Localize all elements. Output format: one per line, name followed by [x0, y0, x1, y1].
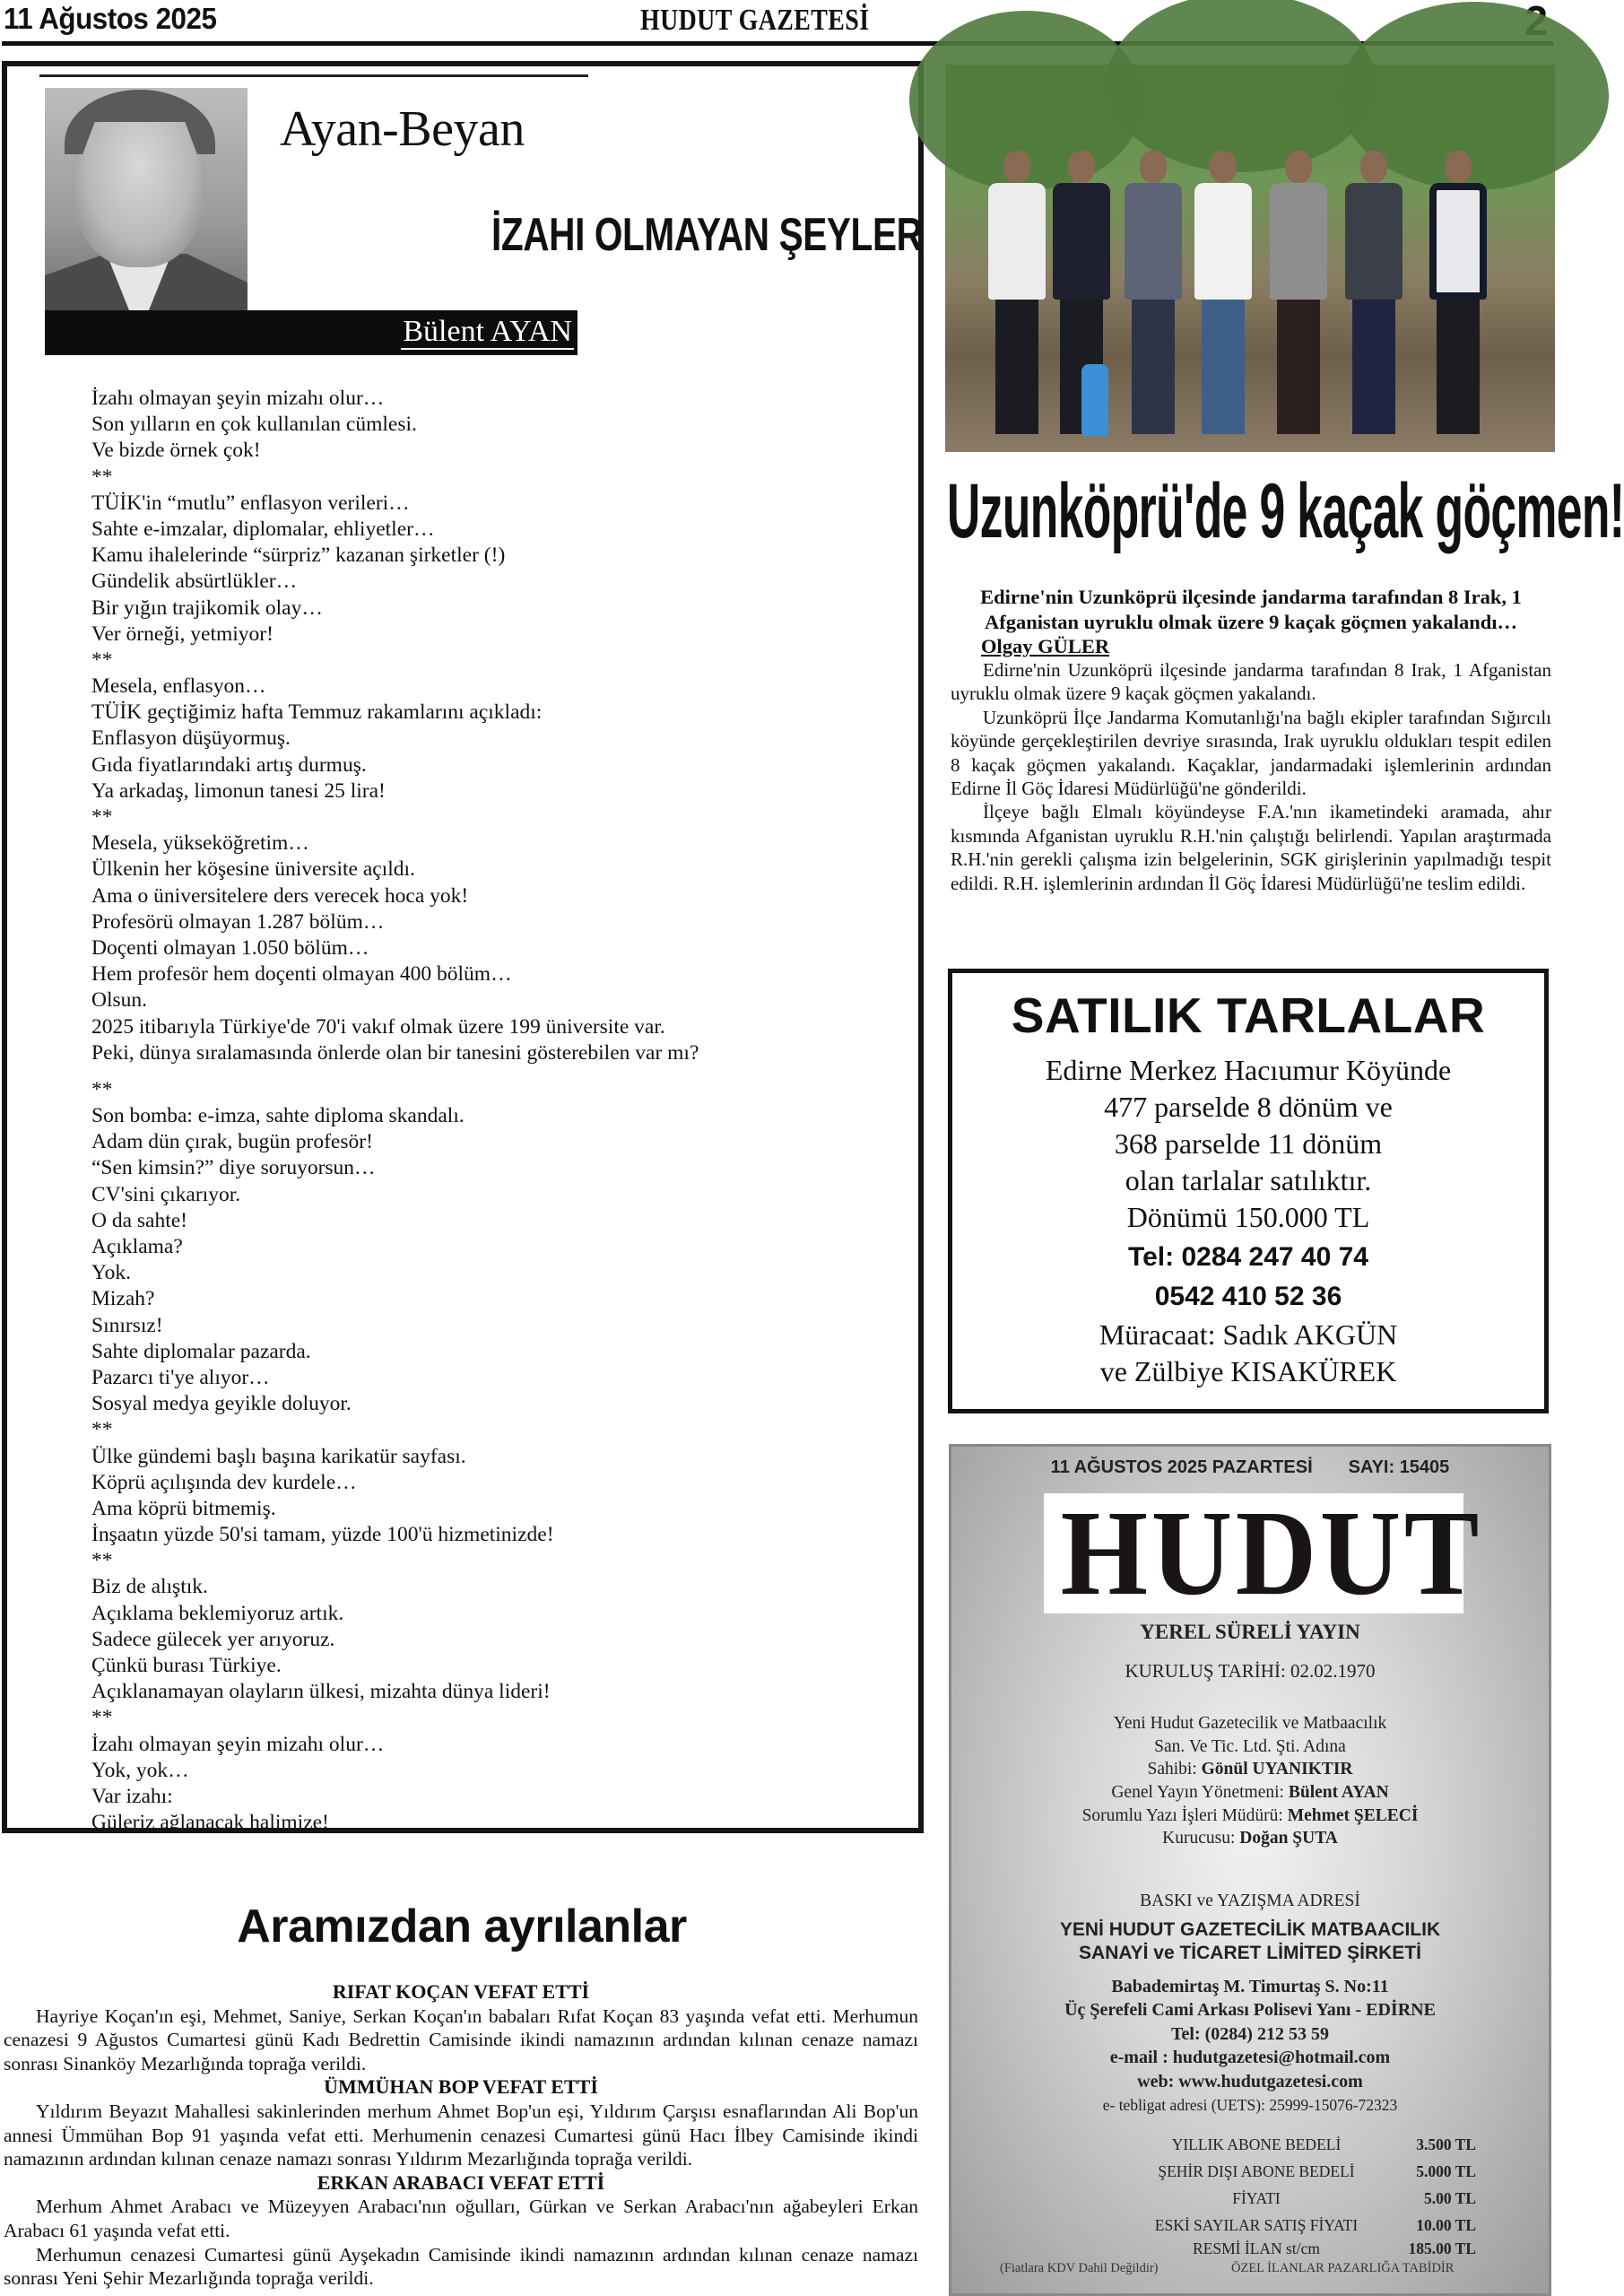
staff-role: Genel Yayın Yönetmeni:: [1111, 1782, 1284, 1802]
column-line: Ama o üniversitelere ders verecek hoca yok!: [91, 883, 469, 908]
news-paragraph: İlçeye bağlı Elmalı köyündeyse F.A.'nın ikametindeki aramada, ahır kısmında Afganistan uyruklu R.H.'nin çalıştığı belirlendi. Yapılan araştırmada R.H.'nin gerekli çalışma izin belgelerinin, SGK girişlerinin yapılmadığı tespit edildi. R.H. işlemlerinin ardından İl Göç İdaresi Müdürlüğü'ne teslim edildi.: [951, 801, 1551, 894]
column-line: Biz de alıştık.: [91, 1575, 208, 1599]
column-line: Adam dün çırak, bugün profesör!: [91, 1130, 373, 1154]
column-line: Mesela, enflasyon…: [91, 674, 266, 699]
staff-role: Sahibi:: [1147, 1760, 1197, 1779]
column-body: [91, 386, 881, 1836]
price-row: [1059, 2189, 1561, 2208]
column-line: İnşaatın yüzde 50'si tamam, yüzde 100'ü hizmetinizde!: [91, 1523, 554, 1547]
column-name: Ayan-Beyan: [280, 101, 525, 157]
news-lead: Edirne'nin Uzunköprü ilçesinde jandarma tarafından 8 Irak, 1 Afganistan uyruklu olmak üzere 9 kaçak göçmen yakalandı…: [980, 586, 1522, 633]
ad-phones: [952, 1238, 1544, 1317]
staff-row: [951, 1827, 1549, 1850]
column-line: Gıda fiyatlarındaki artış durmuş.: [91, 752, 367, 777]
obituary-heading: ÜMMÜHAN BOP VEFAT ETTİ: [324, 2075, 598, 2099]
ad-line: Dönümü 150.000 TL: [1126, 1201, 1370, 1233]
price-label: YILLIK ABONE BEDELİ: [1171, 2135, 1342, 2153]
news-paragraph: Edirne'nin Uzunköprü ilçesinde jandarma tarafından 8 Irak, 1 Afganistan uyruklu olmak üzere 9 kaçak göçmen yakalandı.: [951, 659, 1551, 705]
ads-note: ÖZEL İLANLAR PAZARLIĞA TABİDİR: [1231, 2261, 1455, 2275]
column-line: Gündelik absürtlükler…: [91, 570, 298, 594]
column-line: TÜİK geçtiğimiz hafta Temmuz rakamlarını açıkladı:: [91, 700, 543, 725]
imprint-date: 11 AĞUSTOS 2025 PAZARTESİ: [1050, 1457, 1313, 1477]
section-separator: **: [91, 1077, 113, 1101]
column-line: Sadece gülecek yer arıyoruz.: [91, 1627, 335, 1651]
ad-phone: Tel: 0284 247 40 74: [1128, 1242, 1368, 1272]
price-value: 3.500 TL: [1416, 2135, 1476, 2153]
column-line: Yok, yok…: [91, 1758, 189, 1782]
newspaper-name: HUDUT GAZETESİ: [640, 4, 870, 37]
column-line: Sahte e-imzalar, diplomalar, ehliyetler…: [91, 517, 435, 541]
section-separator: **: [91, 648, 113, 672]
staff-role: Kurucusu:: [1162, 1829, 1236, 1848]
column-line: Çünkü burası Türkiye.: [91, 1654, 282, 1677]
column-line: Sınırsız!: [91, 1313, 163, 1337]
price-value: 10.00 TL: [1416, 2216, 1476, 2234]
column-line: Doçenti olmayan 1.050 bölüm…: [91, 935, 369, 960]
column-line: Profesörü olmayan 1.287 bölüm…: [91, 909, 385, 934]
column-line: Açıklama?: [91, 1235, 183, 1258]
address-heading: BASKI ve YAZIŞMA ADRESİ: [1140, 1892, 1360, 1910]
ad-line: 368 parselde 11 dönüm: [1114, 1127, 1383, 1160]
staff-name: Doğan ŞUTA: [1239, 1829, 1338, 1848]
price-value: 185.00 TL: [1408, 2239, 1476, 2257]
address-line: Tel: (0284) 212 53 59: [1171, 2023, 1329, 2044]
column-line: Sosyal medya geyikle doluyor.: [91, 1392, 352, 1416]
column-line: TÜİK'in “mutlu” enflasyon verileri…: [91, 491, 410, 515]
price-value: 5.00 TL: [1423, 2189, 1476, 2207]
section-separator: **: [91, 1706, 113, 1730]
column-line: Güleriz ağlanacak halimize!: [91, 1811, 329, 1835]
imprint-company-full: [951, 1918, 1549, 1965]
imprint-box: [949, 1444, 1551, 2296]
imprint-issue: SAYI: 15405: [1348, 1457, 1450, 1477]
news-author: Olgay GÜLER: [981, 635, 1110, 657]
ad-description: [952, 1052, 1544, 1236]
price-row: [1059, 2162, 1561, 2181]
obituary-text: Merhumun cenazesi Cumartesi günü Ayşekadın Camisinde ikindi namazının ardından kılınan cenaze namazı sonrası Yeni Şehir Mezarlığında toprağa verildi.: [4, 2243, 918, 2290]
column-line: CV'sini çıkarıyor.: [91, 1182, 241, 1206]
price-value: 5.000 TL: [1416, 2162, 1476, 2180]
ad-line: 477 parselde 8 dönüm ve: [1104, 1091, 1393, 1123]
staff-row: [951, 1781, 1549, 1805]
column-line: Mizah?: [91, 1287, 155, 1311]
news-headline: Uzunköprü'de 9 kaçak göçmen!: [947, 468, 1624, 554]
byline-bar: [45, 310, 578, 355]
obituary-heading: ERKAN ARABACI VEFAT ETTİ: [317, 2170, 605, 2194]
section-separator: **: [91, 1418, 113, 1442]
price-row: [1059, 2216, 1561, 2235]
hudut-logo: [1044, 1486, 1482, 1621]
column-line: Pazarcı ti'ye alıyor…: [91, 1365, 270, 1389]
column-line: Ülke gündemi başlı başına karikatür sayfası.: [91, 1444, 466, 1468]
company-full-line: YENİ HUDUT GAZETECİLİK MATBAACILIK: [1059, 1919, 1441, 1940]
column-line: Kamu ihalelerinde “sürpriz” kazanan şirketler (!): [91, 544, 506, 568]
price-label: RESMİ İLAN st/cm: [1193, 2239, 1320, 2257]
address-line: e-mail : hudutgazetesi@hotmail.com: [1109, 2048, 1391, 2068]
column-line: Bir yığın trajikomik olay…: [91, 596, 323, 620]
obituary-heading: RIFAT KOÇAN VEFAT ETTİ: [332, 1980, 590, 2003]
price-row: [1059, 2239, 1561, 2258]
obituary-text: Merhum Ahmet Arabacı ve Müzeyyen Arabacı'nın oğulları, Gürkan ve Serkan Arabacı'nın ağabeyleri Erkan Arabacı 61 yaşında vefat etti.: [4, 2196, 918, 2241]
column-line: Ve bizde örnek çok!: [91, 439, 261, 463]
column-line: Ver örneği, yetmiyor!: [91, 622, 274, 646]
water-bottle-icon: [1081, 364, 1108, 436]
vat-note: (Fiatlara KDV Dahil Değildir): [1000, 2261, 1159, 2275]
ad-line: Edirne Merkez Hacıumur Köyünde: [1045, 1054, 1452, 1086]
uets-address: e- tebligat adresi (UETS): 25999-15076-72323: [1102, 2096, 1398, 2114]
column-line: Hem profesör hem doçenti olmayan 400 bölüm…: [91, 962, 512, 987]
staff-row: [951, 1758, 1549, 1781]
imprint-address: [951, 1975, 1549, 2093]
staff-name: Mehmet ŞELECİ: [1287, 1805, 1419, 1825]
paragraph-gap: [91, 1066, 881, 1077]
column-line: 2025 itibarıyla Türkiye'de 70'i vakıf olmak üzere 199 üniversite var.: [91, 1014, 665, 1039]
staff-name: Bülent AYAN: [1288, 1782, 1389, 1802]
issue-date: 11 Ağustos 2025: [4, 2, 217, 35]
column-line: O da sahte!: [91, 1208, 188, 1232]
staff-role: Sorumlu Yazı İşleri Müdürü:: [1081, 1805, 1283, 1825]
column-line: Var izahı:: [91, 1784, 173, 1808]
ad-phone: 0542 410 52 36: [1154, 1282, 1342, 1311]
price-label: ŞEHİR DIŞI ABONE BEDELİ: [1158, 2162, 1355, 2180]
address-line: Üç Şerefeli Cami Arkası Polisevi Yanı - EDİRNE: [1064, 2000, 1436, 2021]
imprint-staff: [951, 1758, 1549, 1850]
column-line: Son yılların en çok kullanılan cümlesi.: [91, 413, 417, 437]
obituary-text: Hayriye Koçan'ın eşi, Mehmet, Saniye, Serkan Koçan'ın babaları Rıfat Koçan 83 yaşında vefat etti. Merhumun cenazesi 9 Ağustos Cumartesi günü Kadı Bedrettin Camisinde ikindi namazının ardından kılınan cenaze namazı sonrası Sinanköy Mezarlığında toprağa verildi.: [4, 2005, 918, 2074]
ad-contact-line: Müracaat: Sadık AKGÜN: [1099, 1318, 1398, 1351]
logo-text: HUDUT: [1060, 1486, 1482, 1621]
imprint-top-line: [951, 1457, 1549, 1478]
column-line: Ama köprü bitmemiş.: [91, 1496, 276, 1520]
obituaries-title: Aramızdan ayrılanlar: [237, 1900, 687, 1952]
company-full-line: SANAYİ ve TİCARET LİMİTED ŞİRKETİ: [1079, 1943, 1421, 1963]
imprint-company: [951, 1712, 1549, 1758]
section-separator: **: [91, 1549, 113, 1573]
author-photo: [45, 88, 248, 312]
ad-contact-line: ve Zülbiye KISAKÜREK: [1099, 1355, 1397, 1387]
news-photo: [945, 65, 1555, 452]
news-paragraph: Uzunköprü İlçe Jandarma Komutanlığı'na bağlı ekipler tarafından Sığırcılı köyünde gerçekleştirilen devriye sırasında, Irak uyruklu oldukları tespit edilen 8 kaçak göçmen yakalandı. Kaçaklar, jandarmadaki işlemlerinin ardından Edirne İl Göç İdaresi Müdürlüğü'ne gönderildi.: [951, 706, 1551, 800]
column-line: Açıklama beklemiyoruz artık.: [91, 1601, 344, 1625]
column-line: Olsun.: [91, 988, 148, 1013]
column-line: Sahte diplomalar pazarda.: [91, 1339, 311, 1363]
column-line: Köprü açılışında dev kurdele…: [91, 1470, 357, 1494]
ad-contact: [952, 1317, 1544, 1390]
column-line: Enflasyon düşüyormuş.: [91, 726, 291, 751]
column-line: Son bomba: e-imza, sahte diploma skandalı.: [91, 1104, 465, 1128]
founded-date: KURULUŞ TARİHİ: 02.02.1970: [1125, 1660, 1376, 1682]
author-name: Bülent AYAN: [403, 315, 572, 348]
column-line: Yok.: [91, 1261, 131, 1285]
column-line: Peki, dünya sıralamasında önlerde olan bir tanesini gösterebilen var mı?: [91, 1040, 699, 1065]
ad-title: SATILIK TARLALAR: [1011, 987, 1486, 1043]
news-body: [951, 658, 1551, 895]
staff-name: Gönül UYANIKTIR: [1201, 1760, 1353, 1779]
staff-row: [951, 1805, 1549, 1828]
price-label: FİYATI: [1232, 2189, 1281, 2207]
obituaries-body: [4, 1980, 918, 2291]
column-line: Açıklanamayan olayların ülkesi, mizahta dünya lideri!: [91, 1680, 551, 1704]
company-line: San. Ve Tic. Ltd. Şti. Adına: [1154, 1736, 1346, 1756]
company-line: Yeni Hudut Gazetecilik ve Matbaacılık: [1113, 1714, 1387, 1733]
section-separator: **: [91, 805, 113, 829]
column-headline: İZAHI OLMAYAN ŞEYLER: [491, 209, 923, 261]
ad-line: olan tarlalar satılıktır.: [1125, 1164, 1372, 1196]
address-line: web: www.hudutgazetesi.com: [1137, 2071, 1363, 2092]
column-top-rule: [39, 74, 588, 77]
column-line: İzahı olmayan şeyin mizahı olur…: [91, 387, 385, 410]
price-row: [1059, 2135, 1561, 2154]
column-line: Mesela, yükseköğretim…: [91, 831, 309, 856]
column-line: Ülkenin her köşesine üniversite açıldı.: [91, 857, 415, 882]
price-label: ESKİ SAYILAR SATIŞ FİYATI: [1154, 2216, 1359, 2234]
column-line: İzahı olmayan şeyin mizahı olur…: [91, 1732, 385, 1756]
publication-type: YEREL SÜRELİ YAYIN: [1140, 1621, 1360, 1643]
column-line: “Sen kimsin?” diye soruyorsun…: [91, 1156, 376, 1180]
classified-ad: [948, 969, 1549, 1413]
obituary-text: Yıldırım Beyazıt Mahallesi sakinlerinden merhum Ahmet Bop'un eşi, Yıldırım Çarşısı esnaflarından Ali Bop'un annesi Ümmühan Bop 91 yaşında vefat etti. Merhumenin cenazesi Cumartesi günü Hacı İlbey Camisinde ikindi namazının ardından kılınan cenaze namazı sonrası Yıldırım Mezarlığında toprağa verildi.: [4, 2100, 918, 2170]
column-line: Ya arkadaş, limonun tanesi 25 lira!: [91, 778, 386, 803]
address-line: Babademirtaş M. Timurtaş S. No:11: [1111, 1977, 1389, 1996]
section-separator: **: [91, 465, 113, 489]
